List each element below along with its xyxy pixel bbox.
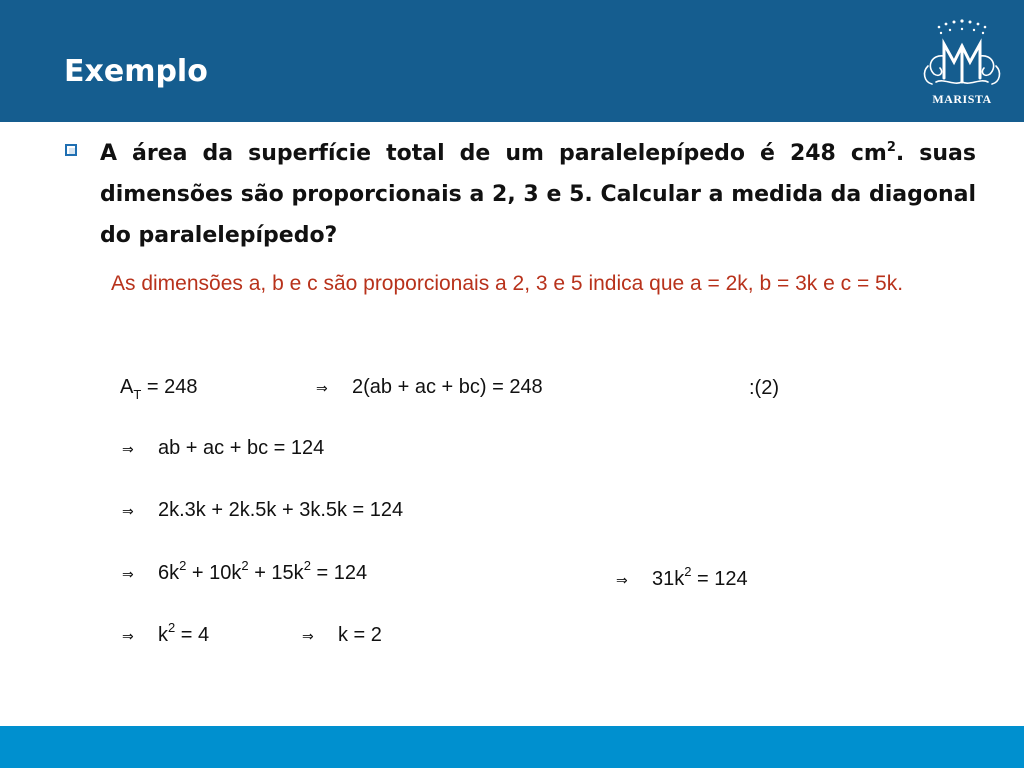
step-area-equation: $A_T = 248$ (120, 376, 198, 402)
step-substitution: ⇒ 2k.3k + 2k.5k + 3k.5k = 124 (122, 498, 403, 524)
square-bullet-icon (65, 144, 77, 156)
marista-emblem-icon (914, 16, 1010, 92)
implies-arrow-icon: ⇒ (616, 573, 628, 589)
implies-arrow-icon: ⇒ (122, 567, 134, 583)
slide-title: Exemplo (64, 54, 208, 89)
note-text: As dimensões a, b e c são proporcionais a 2, 3 e 5 indica que a = 2k, b = 3k e c = 5k. (111, 272, 904, 295)
implies-arrow-icon: ⇒ (316, 381, 328, 397)
step-k-value: ⇒ k = 2 (302, 623, 382, 649)
marista-logo (914, 16, 1010, 110)
logo-text: MARISTA (932, 92, 992, 106)
step-sum-products: ⇒ ab + ac + bc = 124 (122, 436, 324, 462)
step-combined: ⇒ $31k^2 = 124$ (616, 567, 748, 593)
question-text: A área da superfície total de um paralelepípedo é 248 $cm^2$. suas dimensões são proporcionais a 2, 3 e 5. Calcular a medida da diagonal do paralelepípedo? (100, 139, 977, 248)
step-area-expanded: ⇒ 2(ab + ac + bc) = 248 (316, 375, 543, 401)
footer-bar (0, 726, 1024, 768)
step-divide-note: :(2) (749, 377, 779, 399)
step-k-squared: ⇒ $k^2 = 4$ (122, 623, 209, 649)
implies-arrow-icon: ⇒ (302, 629, 314, 645)
implies-arrow-icon: ⇒ (122, 504, 134, 520)
step-squares: ⇒ $6k^2 + 10k^2 + 15k^2 = 124$ (122, 561, 367, 587)
implies-arrow-icon: ⇒ (122, 442, 134, 458)
implies-arrow-icon: ⇒ (122, 629, 134, 645)
header-bar (0, 0, 1024, 122)
